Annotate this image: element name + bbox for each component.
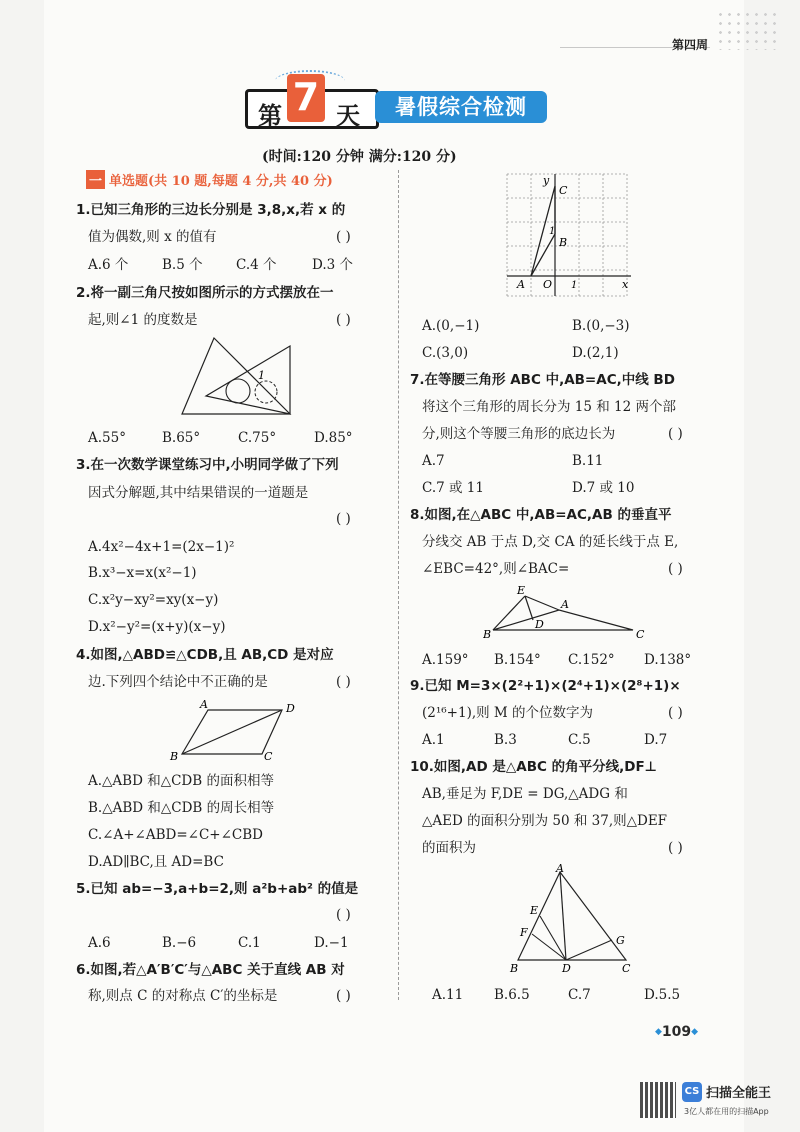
q7-line3: 分,则这个等腰三角形的底边长为 [422,426,616,442]
q5-option-a: A.6 [88,935,111,951]
q2-circle-right [255,381,277,403]
q10-label-f: F [520,926,528,939]
q8-option-c: C.152° [568,652,615,668]
q6-option-c: C.(3,0) [422,345,469,361]
q1-paren: ( ) [336,229,351,245]
section-tag: 一 [86,170,105,189]
q6-paren: ( ) [336,988,351,1004]
q5-paren: ( ) [336,907,351,923]
decorative-dots [716,10,776,50]
q5-line1: 5.已知 ab=−3,a+b=2,则 a²b+ab² 的值是 [76,881,359,897]
q10-segment-df [532,934,566,960]
q1-option-b: B.5 个 [162,257,203,273]
q6-label-one-x: 1 [571,280,578,291]
q8-label-a: A [561,598,569,611]
column-divider [398,170,399,1000]
q7-paren: ( ) [668,426,683,442]
q10-line4: 的面积为 [422,840,476,856]
q1-option-d: D.3 个 [312,257,354,273]
q2-circle-left [226,379,250,403]
q4-option-a: A.△ABD 和△CDB 的面积相等 [88,773,274,789]
q8-option-b: B.154° [494,652,541,668]
q6-label-y: y [543,174,550,187]
q9-option-b: B.3 [494,732,517,748]
q2-angle-label: 1 [258,369,265,382]
scanner-logo: CS [682,1082,702,1102]
q10-label-d: D [562,962,571,975]
q6-label-x: x [622,278,629,291]
q6-line2: 称,则点 C 的对称点 C′的坐标是 [88,988,278,1004]
q8-figure [483,584,653,640]
q3-line1: 3.在一次数学课堂练习中,小明同学做了下列 [76,457,339,473]
q2-option-a: A.55° [88,430,126,446]
q8-label-c: C [636,628,645,640]
q4-label-c: C [264,750,273,763]
qr-code [640,1082,676,1118]
q8-segment-ed [525,596,533,620]
q10-option-d: D.5.5 [644,987,681,1003]
q6-label-one-y: 1 [549,226,556,237]
q4-figure [168,698,304,764]
day-number: 7 [287,74,325,122]
q5-option-d: D.−1 [314,935,349,951]
q4-label-d: D [286,702,295,715]
q8-label-e: E [517,584,526,597]
q8-label-b: B [483,628,492,640]
q10-segment-de [540,916,566,960]
q4-paren: ( ) [336,674,351,690]
q2-option-c: C.75° [238,430,277,446]
scanner-name: 扫描全能王 [706,1086,772,1101]
q10-line2: AB,垂足为 F,DE = DG,△ADG 和 [422,786,628,802]
q10-option-a: A.11 [432,987,464,1003]
q2-paren: ( ) [336,312,351,328]
q10-label-c: C [622,962,631,975]
q10-label-e: E [530,904,539,917]
q6-line1: 6.如图,若△A′B′C′与△ABC 关于直线 AB 对 [76,962,345,978]
q10-paren: ( ) [668,840,683,856]
q4-line1: 4.如图,△ABD≌△CDB,且 AB,CD 是对应 [76,647,334,663]
q6-label-o: O [543,278,553,291]
q8-line2: 分线交 AB 于点 D,交 CA 的延长线于点 E, [422,534,679,550]
q4-line2: 边.下列四个结论中不正确的是 [88,674,268,690]
q7-option-b: B.11 [572,453,604,469]
q8-option-a: A.159° [422,652,469,668]
q4-option-b: B.△ABD 和△CDB 的周长相等 [88,800,275,816]
q10-option-b: B.6.5 [494,987,530,1003]
q4-diagonal-bd [182,710,282,754]
q4-option-d: D.AD∥BC,且 AD=BC [88,854,224,870]
page-number-value: 109 [661,1024,692,1040]
q6-label-a: A [517,278,525,291]
q10-label-b: B [510,962,519,975]
section-title: 单选题(共 10 题,每题 4 分,共 40 分) [109,174,333,189]
q2-option-b: B.65° [162,430,201,446]
day-suffix: 天 [336,102,360,130]
q1-option-c: C.4 个 [236,257,277,273]
q3-option-c: C.x²y−xy²=xy(x−y) [88,592,219,608]
exam-info: (时间:120 分钟 满分:120 分) [262,149,457,165]
q3-paren: ( ) [336,511,351,527]
q10-bisector-ad [560,872,566,960]
q8-option-d: D.138° [644,652,692,668]
q6-option-d: D.(2,1) [572,345,619,361]
q6-option-b: B.(0,−3) [572,318,630,334]
q10-label-g: G [616,934,625,947]
section-heading [86,170,333,190]
q1-line2: 值为偶数,则 x 的值有 [88,229,217,245]
q4-label-b: B [170,750,179,763]
q4-label-a: A [200,698,208,711]
q2-option-d: D.85° [314,430,353,446]
week-label: 第四周 [672,38,709,52]
day-prefix: 第 [258,102,282,130]
title-banner [245,75,550,130]
q10-line3: △AED 的面积分别为 50 和 37,则△DEF [422,813,668,829]
q1-option-a: A.6 个 [88,257,129,273]
q8-line3: ∠EBC=42°,则∠BAC= [422,561,570,577]
q8-label-d: D [535,618,544,631]
q9-option-a: A.1 [422,732,445,748]
q10-label-a: A [556,864,564,875]
q5-option-b: B.−6 [162,935,197,951]
q2-figure [178,336,300,418]
q6-label-b: B [559,236,568,249]
q2-line1: 2.将一副三角尺按如图所示的方式摆放在一 [76,285,334,301]
q9-option-d: D.7 [644,732,668,748]
q10-figure [506,864,642,978]
q7-option-d: D.7 或 10 [572,480,635,496]
q7-line2: 将这个三角形的周长分为 15 和 12 两个部 [422,399,677,415]
q9-line1: 9.已知 M=3×(2²+1)×(2⁴+1)×(2⁸+1)× [410,678,681,694]
q5-option-c: C.1 [238,935,261,951]
q3-option-d: D.x²−y²=(x+y)(x−y) [88,619,226,635]
q8-triangle-abc [493,610,633,630]
q10-line1: 10.如图,AD 是△ABC 的角平分线,DF⊥ [410,759,658,775]
q8-paren: ( ) [668,561,683,577]
q7-line1: 7.在等腰三角形 ABC 中,AB=AC,中线 BD [410,372,675,388]
q1-line1: 1.已知三角形的三边长分别是 3,8,x,若 x 的 [76,202,346,218]
q10-option-c: C.7 [568,987,591,1003]
q6-grid-figure [505,172,635,300]
q8-line1: 8.如图,在△ABC 中,AB=AC,AB 的垂直平 [410,507,672,523]
q9-line2: (2¹⁶+1),则 M 的个位数字为 [422,705,594,721]
q8-segment-ea [525,596,559,610]
q9-paren: ( ) [668,705,683,721]
q3-option-b: B.x³−x=x(x²−1) [88,565,197,581]
q3-line2: 因式分解题,其中结果错误的一道题是 [88,485,309,501]
scanner-tagline: 3亿人都在用的扫描App [684,1107,769,1116]
q6-label-c: C [559,184,568,197]
q7-option-a: A.7 [422,453,445,469]
banner-title: 暑假综合检测 [375,91,547,123]
q3-option-a: A.4x²−4x+1=(2x−1)² [88,539,235,555]
q2-triangle-30 [206,346,290,414]
page-number: ◆109◆ [655,1024,699,1040]
q10-segment-dg [566,940,612,960]
q9-option-c: C.5 [568,732,591,748]
q4-option-c: C.∠A+∠ABD=∠C+∠CBD [88,827,263,843]
q6-option-a: A.(0,−1) [422,318,480,334]
q7-option-c: C.7 或 11 [422,480,484,496]
q2-line2: 起,则∠1 的度数是 [88,312,198,328]
